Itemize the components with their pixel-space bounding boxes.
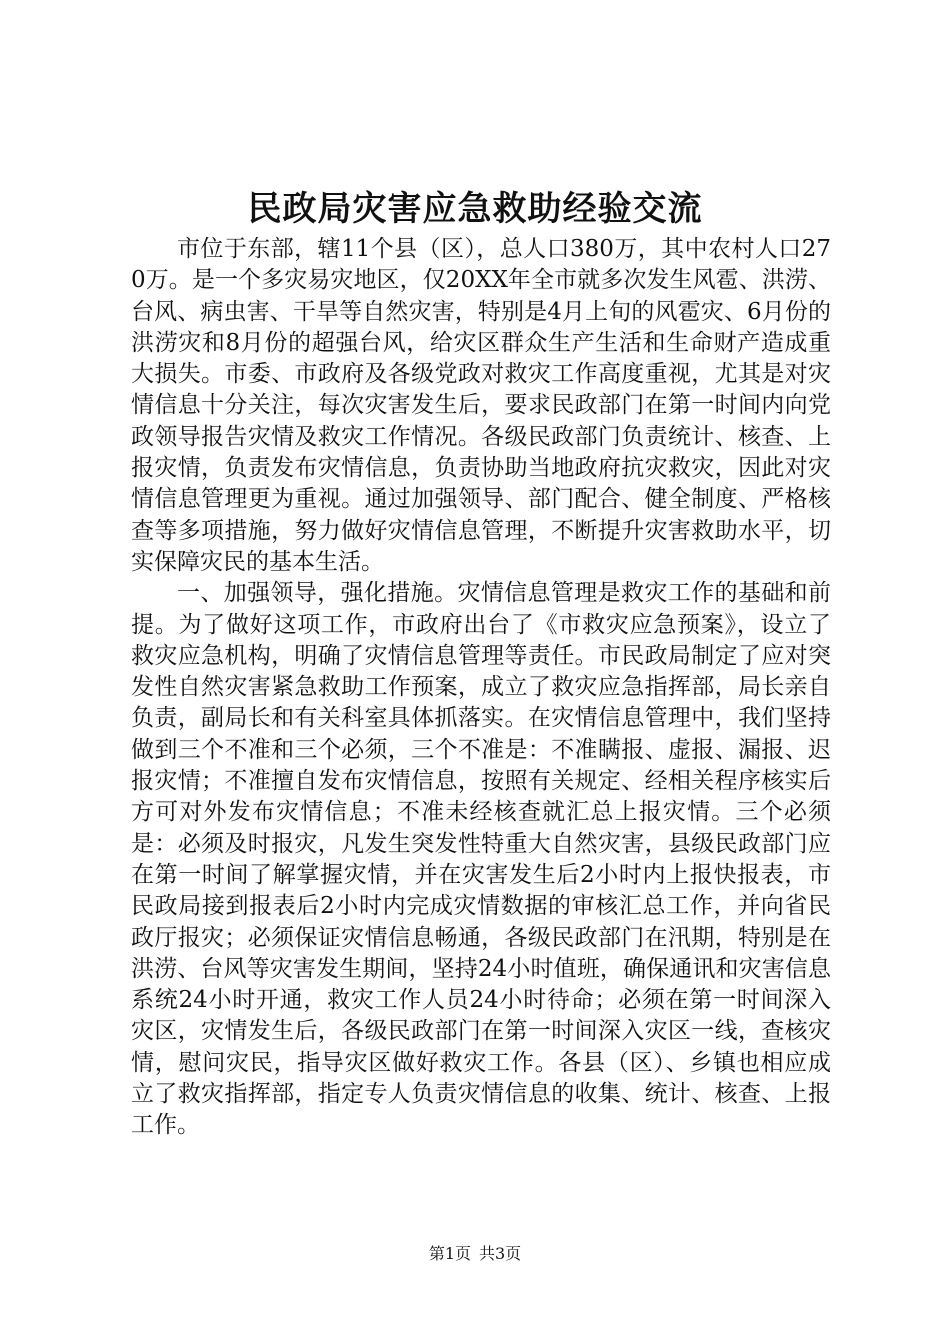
paragraph-section-1: 一、加强领导，强化措施。灾情信息管理是救灾工作的基础和前提。为了做好这项工作，市政府出台了《市救灾应急预案》，设立了救灾应急机构，明确了灾情信息管理等责任。市民政局制定了应对突发性自然灾害紧急救助工作预案，成立了救灾应急指挥部，局长亲自负责，副局长和有关科室具体抓落实。在灾情信息管理中，我们坚持做到三个不准和三个必须，三个不准是：不准瞒报、虚报、漏报、迟报灾情；不准擅自发布灾情信息，按照有关规定、经相关程序核实后方可对外发布灾情信息；不准未经核查就汇总上报灾情。三个必须是：必须及时报灾，凡发生突发性特重大自然灾害，县级民政部门应在第一时间了解掌握灾情，并在灾害发生后2小时内上报快报表，市民政局接到报表后2小时内完成灾情数据的审核汇总工作，并向省民政厅报灾；必须保证灾情信息畅通，各级民政部门在汛期，特别是在洪涝、台风等灾害发生期间，坚持24小时值班，确保通讯和灾害信息系统24小时开通，救灾工作人员24小时待命；必须在第一时间深入灾区，灾情发生后，各级民政部门在第一时间深入灾区一线，查核灾情，慰问灾民，指导灾区做好救灾工作。各县（区）、乡镇也相应成立了救灾指挥部，指定专人负责灾情信息的收集、统计、核查、上报工作。 xyxy=(131,580,831,1139)
paragraph-intro: 市位于东部，辖11个县（区），总人口380万，其中农村人口270万。是一个多灾易灾地区，仅20XX年全市就多次发生风雹、洪涝、台风、病虫害、干旱等自然灾害，特别是4月上旬的风雹灾、6月份的洪涝灾和8月份的超强台风，给灾区群众生产生活和生命财产造成重大损失。市委、市政府及各级党政对救灾工作高度重视，尤其是对灾情信息十分关注，每次灾害发生后，要求民政部门在第一时间内向党政领导报告灾情及救灾工作情况。各级民政部门负责统计、核查、上报灾情，负责发布灾情信息，负责协助当地政府抗灾救灾，因此对灾情信息管理更为重视。通过加强领导、部门配合、健全制度、严格核查等多项措施，努力做好灾情信息管理，不断提升灾害救助水平，切实保障灾民的基本生活。 xyxy=(131,236,831,575)
page-total: 共3页 xyxy=(479,1244,522,1263)
document-title: 民政局灾害应急救助经验交流 xyxy=(247,189,703,229)
document-body xyxy=(131,234,831,1142)
page-footer xyxy=(0,1243,950,1265)
page-number: 第1页 xyxy=(428,1244,471,1263)
